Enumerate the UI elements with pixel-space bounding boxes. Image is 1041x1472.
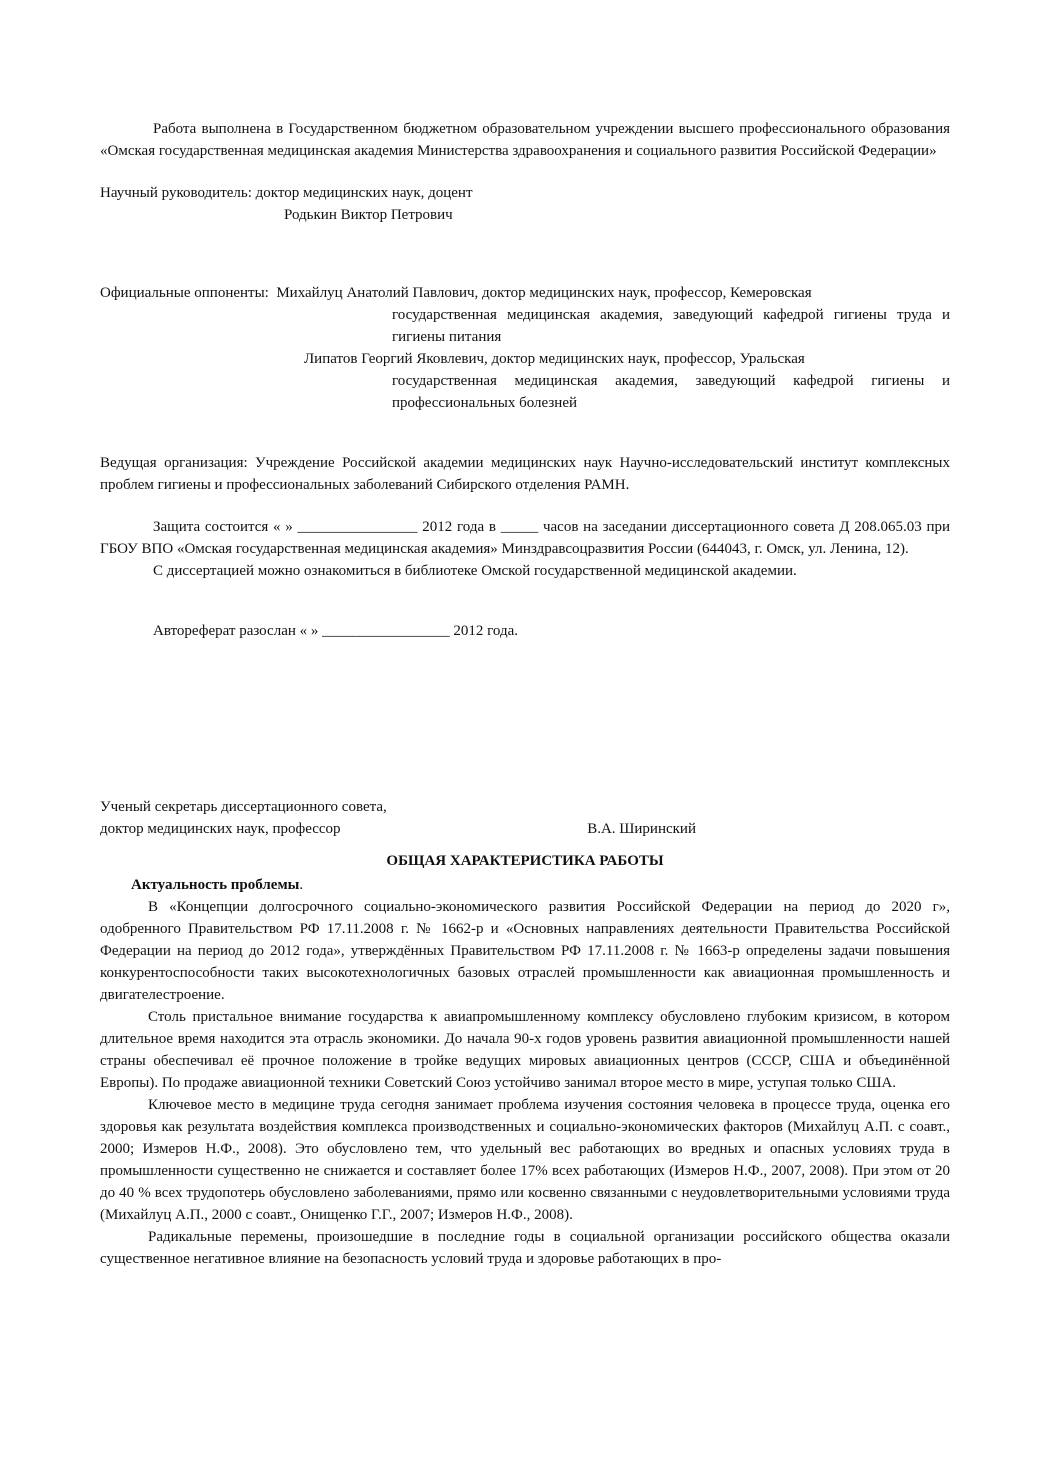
intro-paragraph: Работа выполнена в Государственном бюджетном образовательном учреждении высшего профессионального образования «Омская государственная медицинская академия Министерства здравоохранения и социального развития Российской Федерации» [100, 121, 950, 159]
opponents-label: Официальные оппоненты: [100, 285, 269, 301]
subsection-title: Актуальность проблемы [131, 877, 300, 893]
lead-organization: Ведущая организация: Учреждение Российской академии медицинских наук Научно-исследовательский институт комплексных проблем гигиены и профессиональных заболеваний Сибирского отделения РАМН. [100, 455, 950, 493]
opponent-1-cont: государственная медицинская академия, заведующий кафедрой гигиены труда и гигиены питания [392, 307, 950, 345]
secretary-line-1: Ученый секретарь диссертационного совета, [100, 799, 387, 815]
opponent-2-line: Липатов Георгий Яковлевич, доктор медицинских наук, профессор, Уральская [304, 351, 805, 367]
body-paragraph: Ключевое место в медицине труда сегодня занимает проблема изучения состояния человека в процессе труда, оценка его здоровья как результата воздействия комплекса производственных и социально-экономических факторов (Михайлуц А.П. с соавт., 2000; Измеров Н.Ф., 2008). Это обусловлено тем, что удельный вес работающих во вредных и опасных условиях труда в промышленности существенно не снижается и составляет более 17% всех работающих (Измеров Н.Ф., 2007, 2008). При этом от 20 до 40 % всех трудопотерь обусловлено заболеваниями, прямо или косвенно связанными с неудовлетворительными условиями труда (Михайлуц А.П., 2000 с соавт., Онищенко Г.Г., 2007; Измеров Н.Ф., 2008). [100, 1097, 950, 1223]
library-paragraph: С диссертацией можно ознакомиться в библиотеке Омской государственной медицинской академии. [153, 563, 797, 579]
secretary-line-2: доктор медицинских наук, профессор [100, 821, 341, 837]
section-title: ОБЩАЯ ХАРАКТЕРИСТИКА РАБОТЫ [386, 853, 664, 869]
opponents-block [100, 282, 950, 414]
subsection-heading [131, 874, 950, 896]
opponent-1-line: Михайлуц Анатолий Павлович, доктор медицинских наук, профессор, Кемеровская [276, 285, 812, 301]
opponent-2-cont: государственная медицинская академия, заведующий кафедрой гигиены и профессиональных болезней [392, 373, 950, 411]
defense-paragraph: Защита состоится « » ________________ 2012 года в _____ часов на заседании диссертационного совета Д 208.065.03 при ГБОУ ВПО «Омская государственная медицинская академия» Минздравсоцразвития России (644043, г. Омск, ул. Ленина, 12). [100, 519, 950, 557]
secretary-row [100, 818, 696, 840]
opponents-first-line [100, 282, 950, 304]
body-paragraph: Радикальные перемены, произошедшие в последние годы в социальной организации российского общества оказали существенное негативное влияние на безопасность условий труда и здоровье работающих в про- [100, 1229, 950, 1267]
body-paragraph: Столь пристальное внимание государства к авиапромышленному комплексу обусловлено глубоким кризисом, в котором длительное время находится эта отрасль экономики. До начала 90-х годов уровень развития авиационной промышленности нашей страны обеспечивал её прочное положение в тройке ведущих мировых авиационных центров (СССР, США и объединённой Европы). По продаже авиационной техники Советский Союз устойчиво занимал второе место в мире, уступая только США. [100, 1009, 950, 1091]
supervisor-label: Научный руководитель: доктор медицинских наук, доцент [100, 185, 473, 201]
supervisor-name: Родькин Виктор Петрович [284, 207, 453, 223]
secretary-name: В.А. Ширинский [587, 821, 696, 837]
mailed-line: Автореферат разослан « » _________________ 2012 года. [153, 623, 519, 639]
body-paragraph: В «Концепции долгосрочного социально-экономического развития Российской Федерации на период до 2020 г», одобренного Правительством РФ 17.11.2008 г. № 1662-р и «Основных направлениях деятельности Правительства Российской Федерации на период до 2012 года», утверждённых Правительством РФ 17.11.2008 г. № 1663-р определены задачи повышения конкурентоспособности таких высокотехнологичных базовых отраслей промышленности как авиационная промышленность и двигателестроение. [100, 899, 950, 1003]
document-page [100, 118, 950, 1270]
subsection-dot: . [299, 877, 304, 893]
